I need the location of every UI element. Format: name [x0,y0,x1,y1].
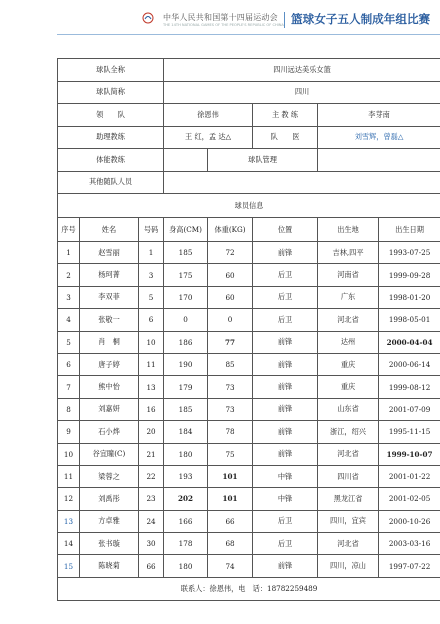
player-birthdate: 2001-07-09 [379,398,440,420]
player-weight: 73 [208,398,253,420]
player-weight: 68 [208,533,253,555]
player-number: 13 [139,376,164,398]
player-seq: 11 [58,465,80,487]
col-header-height: 身高(CM) [164,218,208,242]
player-name: 张敬一 [80,309,139,331]
col-header-number: 号码 [139,218,164,242]
head-coach-label: 主 教 练 [253,104,318,127]
player-name: 刘禹彤 [80,488,139,510]
table-row [58,398,440,420]
player-number: 10 [139,331,164,353]
player-seq: 7 [58,376,80,398]
full-name-label: 球队全称 [58,59,164,82]
player-position: 后卫 [253,533,318,555]
short-name-row [58,81,440,104]
player-number: 1 [139,242,164,264]
player-position: 后卫 [253,309,318,331]
full-name-value: 四川远达美乐女篮 [164,59,440,82]
player-birthplace: 河南省 [318,264,379,286]
player-birthdate: 2001-01-22 [379,465,440,487]
player-weight: 78 [208,421,253,443]
col-header-seq: 序号 [58,218,80,242]
col-header-position: 位置 [253,218,318,242]
player-height: 184 [164,421,208,443]
col-header-birthplace: 出生地 [318,218,379,242]
player-name: 陈晓菊 [80,555,139,577]
player-name: 梁蓉之 [80,465,139,487]
table-row [58,286,440,308]
player-birthplace: 河北省 [318,443,379,465]
table-row [58,510,440,532]
player-height: 166 [164,510,208,532]
player-name: 熊中怡 [80,376,139,398]
player-birthplace: 山东省 [318,398,379,420]
organizer-name-en: THE 14TH NATIONAL GAMES OF THE PEOPLE'S REPUBLIC OF CHINA [163,23,284,27]
table-row [58,555,440,577]
player-height: 190 [164,353,208,375]
player-birthplace: 黑龙江省 [318,488,379,510]
player-birthdate: 1999-10-07 [379,443,440,465]
assistant-value: 王 红，孟 达△ [164,126,253,149]
player-position: 前锋 [253,398,318,420]
player-seq: 5 [58,331,80,353]
organizer-name: 中华人民共和国第十四届运动会 [163,13,278,22]
player-number: 24 [139,510,164,532]
player-seq: 15 [58,555,80,577]
document-title: 篮球女子五人制成年组比赛 [291,12,431,26]
player-birthdate: 1998-05-01 [379,309,440,331]
player-height: 179 [164,376,208,398]
doctor-value: 刘雪辉，曾磊△ [318,126,440,149]
player-seq: 6 [58,353,80,375]
player-birthplace: 重庆 [318,353,379,375]
player-rows [58,242,440,578]
player-position: 前锋 [253,353,318,375]
section-title: 球员信息 [58,194,440,218]
player-seq: 12 [58,488,80,510]
player-seq: 1 [58,242,80,264]
table-row [58,331,440,353]
section-title-row [58,194,440,218]
player-height: 193 [164,465,208,487]
player-position: 中锋 [253,488,318,510]
table-row [58,376,440,398]
col-header-weight: 体重(KG) [208,218,253,242]
table-row [58,533,440,555]
player-height: 170 [164,286,208,308]
games-logo-icon [142,12,154,24]
player-birthdate: 2001-02-05 [379,488,440,510]
player-position: 前锋 [253,421,318,443]
full-name-row [58,59,440,82]
player-birthplace: 四川，凉山 [318,555,379,577]
head-coach-value: 李芽南 [318,104,440,127]
player-weight: 60 [208,286,253,308]
doctor-label: 队 医 [253,126,318,149]
table-row [58,465,440,487]
contact-info: 联系人：徐恩伟，电 话：18782259489 [58,577,440,600]
player-weight: 60 [208,264,253,286]
player-position: 中锋 [253,465,318,487]
player-position: 前锋 [253,242,318,264]
player-number: 23 [139,488,164,510]
player-birthplace: 达州 [318,331,379,353]
player-seq: 2 [58,264,80,286]
table-row [58,353,440,375]
header-separator [284,12,285,28]
player-birthplace: 河北省 [318,533,379,555]
player-birthplace: 四川，宜宾 [318,510,379,532]
player-weight: 0 [208,309,253,331]
player-name: 李双菲 [80,286,139,308]
player-name: 杨珂菁 [80,264,139,286]
leader-label: 领 队 [58,104,164,127]
player-birthdate: 2003-03-16 [379,533,440,555]
table-row [58,264,440,286]
player-birthdate: 2000-06-14 [379,353,440,375]
short-name-value: 四川 [164,81,440,104]
player-weight: 77 [208,331,253,353]
fitness-row [58,149,440,172]
player-weight: 66 [208,510,253,532]
others-row [58,171,440,194]
player-weight: 75 [208,443,253,465]
player-name: 赵雪丽 [80,242,139,264]
assistant-row [58,126,440,149]
player-position: 前锋 [253,555,318,577]
player-position: 前锋 [253,443,318,465]
player-position: 后卫 [253,510,318,532]
player-birthdate: 2000-10-26 [379,510,440,532]
header-rule [57,34,440,35]
page-header [0,0,440,52]
player-number: 5 [139,286,164,308]
player-seq: 8 [58,398,80,420]
contact-row [58,577,440,600]
table-row [58,242,440,264]
player-birthplace: 浙江，绍兴 [318,421,379,443]
player-birthdate: 1999-09-28 [379,264,440,286]
player-height: 180 [164,555,208,577]
player-seq: 10 [58,443,80,465]
player-number: 3 [139,264,164,286]
player-number: 16 [139,398,164,420]
player-seq: 13 [58,510,80,532]
player-name: 刘嘉妍 [80,398,139,420]
player-name: 肖 桐 [80,331,139,353]
player-weight: 101 [208,488,253,510]
manager-label: 球队管理 [208,149,318,172]
col-header-birthdate: 出生日期 [379,218,440,242]
col-header-name: 姓名 [80,218,139,242]
player-number: 20 [139,421,164,443]
player-weight: 74 [208,555,253,577]
player-height: 202 [164,488,208,510]
team-roster-table [57,58,440,601]
player-height: 185 [164,398,208,420]
player-number: 66 [139,555,164,577]
player-birthdate: 1993-07-25 [379,242,440,264]
column-header-row [58,218,440,242]
player-position: 前锋 [253,331,318,353]
player-weight: 73 [208,376,253,398]
manager-value [318,149,440,172]
player-position: 前锋 [253,376,318,398]
player-birthplace: 吉林,四平 [318,242,379,264]
player-weight: 85 [208,353,253,375]
player-position: 后卫 [253,264,318,286]
player-height: 185 [164,242,208,264]
player-height: 180 [164,443,208,465]
table-row [58,443,440,465]
player-birthdate: 1995-11-15 [379,421,440,443]
fitness-value [164,149,208,172]
player-name: 张书璇 [80,533,139,555]
player-seq: 9 [58,421,80,443]
player-birthplace: 广东 [318,286,379,308]
player-number: 22 [139,465,164,487]
leader-row [58,104,440,127]
short-name-label: 球队简称 [58,81,164,104]
table-row [58,309,440,331]
player-birthdate: 1998-01-20 [379,286,440,308]
player-seq: 3 [58,286,80,308]
player-seq: 14 [58,533,80,555]
player-birthdate: 1999-08-12 [379,376,440,398]
player-birthplace: 重庆 [318,376,379,398]
player-seq: 4 [58,309,80,331]
player-height: 186 [164,331,208,353]
fitness-label: 体能教练 [58,149,164,172]
player-number: 11 [139,353,164,375]
player-name: 石小烨 [80,421,139,443]
leader-value: 徐恩伟 [164,104,253,127]
player-position: 后卫 [253,286,318,308]
player-height: 178 [164,533,208,555]
others-value [164,171,440,194]
player-number: 30 [139,533,164,555]
player-birthdate: 2000-04-04 [379,331,440,353]
player-height: 0 [164,309,208,331]
player-weight: 101 [208,465,253,487]
player-name: 方卓雅 [80,510,139,532]
player-birthplace: 河北省 [318,309,379,331]
player-birthplace: 四川省 [318,465,379,487]
player-height: 175 [164,264,208,286]
table-row [58,421,440,443]
others-label: 其他随队人员 [58,171,164,194]
player-name: 谷宜瞳(C) [80,443,139,465]
assistant-label: 助理教练 [58,126,164,149]
player-number: 21 [139,443,164,465]
player-weight: 72 [208,242,253,264]
player-number: 6 [139,309,164,331]
table-row [58,488,440,510]
player-name: 唐子婷 [80,353,139,375]
player-birthdate: 1997-07-22 [379,555,440,577]
